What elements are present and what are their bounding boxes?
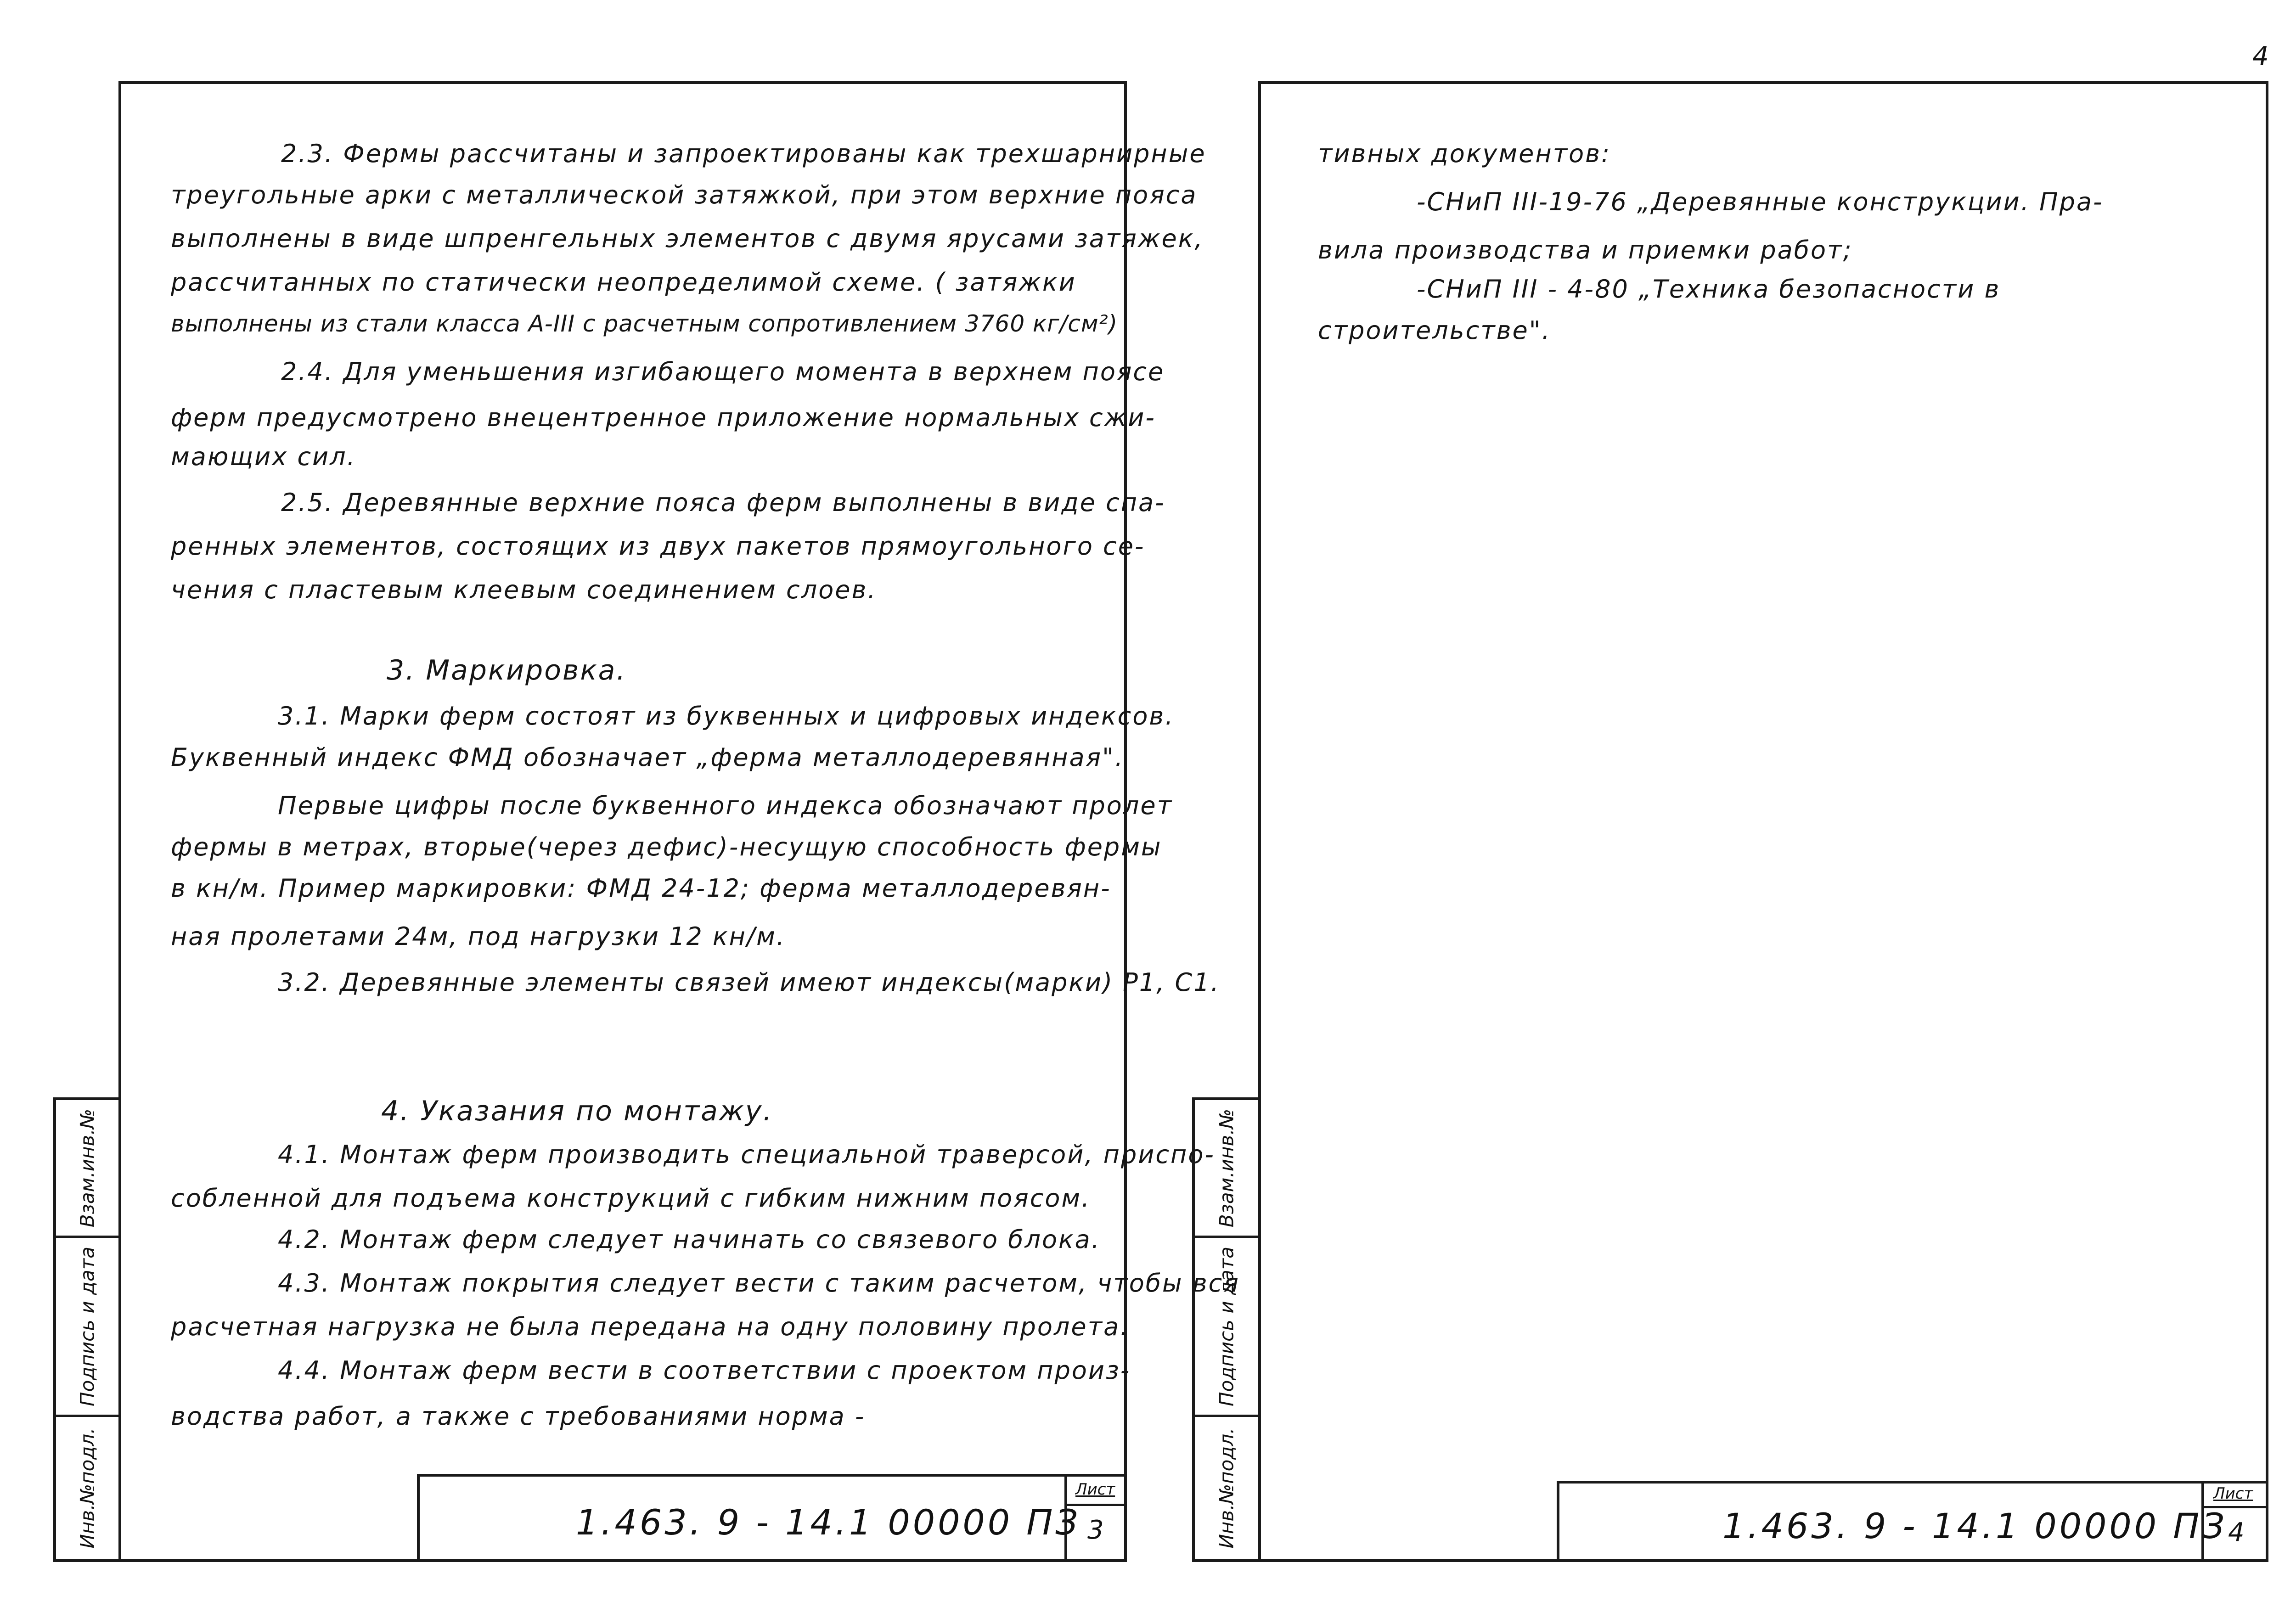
side-cell-signature — [56, 1238, 118, 1417]
document-code: 1.463. 9 - 14.1 00000 ПЗ — [576, 1502, 1081, 1543]
side-label: Подпись и дата — [1215, 1246, 1238, 1406]
page-number: 4 — [2252, 41, 2269, 71]
text-line: 4.2. Монтаж ферм следует начинать со связевого блока. — [278, 1225, 1101, 1254]
text-line: 4.3. Монтаж покрытия следует вести с таким расчетом, чтобы вся — [278, 1269, 1240, 1298]
text-line: -СНиП III - 4-80 „Техника безопасности в — [1417, 275, 2001, 303]
sheet-number: 4 — [2228, 1517, 2245, 1547]
text-line: 3.2. Деревянные элементы связей имеют индексы(марки) Р1, С1. — [278, 968, 1220, 997]
sheet-label-box — [2204, 1481, 2266, 1508]
text-line: ренных элементов, состоящих из двух пакетов прямоугольного се- — [171, 532, 1145, 561]
text-line: тивных документов: — [1318, 139, 1611, 168]
section-heading: 3. Маркировка. — [387, 654, 627, 686]
text-line: в кн/м. Пример маркировки: ФМД 24-12; ферма металлодеревян- — [171, 874, 1111, 903]
sheet-number-cell — [1064, 1474, 1124, 1562]
side-label: Инв.№подл. — [1215, 1427, 1238, 1549]
side-cell-inventory — [1195, 1417, 1258, 1559]
text-line: треугольные арки с металлической затяжкой, при этом верхние пояса — [171, 180, 1198, 209]
text-line: мающих сил. — [171, 442, 356, 471]
text-line: 2.3. Фермы рассчитаны и запроектированы как трехшарнирные — [281, 139, 1206, 168]
side-label: Подпись и дата — [76, 1246, 99, 1406]
section-heading: 4. Указания по монтажу. — [381, 1095, 773, 1127]
text-line: фермы в метрах, вторые(через дефис)-несущую способность фермы — [171, 832, 1162, 861]
left-side-column — [53, 1097, 121, 1562]
sheet-label-box — [1067, 1474, 1124, 1506]
text-line: ная пролетами 24м, под нагрузки 12 кн/м. — [171, 922, 786, 951]
side-label: Инв.№подл. — [76, 1427, 99, 1549]
text-line: чения с пластевым клеевым соединением слоев. — [171, 575, 877, 604]
document-code: 1.463. 9 - 14.1 00000 ПЗ — [1722, 1506, 2228, 1546]
sheet-label: Лист — [1075, 1480, 1115, 1499]
text-line: вила производства и приемки работ; — [1318, 236, 1853, 264]
text-line: строительстве". — [1318, 316, 1551, 345]
side-cell-inventory — [56, 1417, 118, 1559]
text-line: Буквенный индекс ФМД обозначает „ферма металлодеревянная". — [171, 743, 1125, 772]
right-title-block — [1557, 1481, 2268, 1562]
text-line: Первые цифры после буквенного индекса обозначают пролет — [278, 791, 1173, 820]
text-line: 4.4. Монтаж ферм вести в соответствии с проектом произ- — [278, 1356, 1131, 1385]
text-line: собленной для подъема конструкций с гибким нижним поясом. — [171, 1184, 1091, 1213]
text-line: -СНиП III-19-76 „Деревянные конструкции. Пра- — [1417, 187, 2104, 216]
text-line: водства работ, а также с требованиями норма - — [171, 1402, 866, 1431]
sheet-number-cell — [2201, 1481, 2266, 1562]
sheet-number: 3 — [1087, 1515, 1104, 1545]
side-label: Взам.инв.№ — [1215, 1108, 1238, 1227]
text-line: выполнены в виде шпренгельных элементов с двумя ярусами затяжек, — [171, 224, 1204, 253]
right-side-column — [1192, 1097, 1261, 1562]
text-line: выполнены из стали класса А-III с расчетным сопротивлением 3760 кг/см²) — [171, 310, 1118, 337]
text-line: 3.1. Марки ферм состоят из буквенных и цифровых индексов. — [278, 702, 1175, 731]
left-title-block — [417, 1474, 1127, 1562]
text-line: ферм предусмотрено внецентренное приложение нормальных сжи- — [171, 403, 1156, 432]
side-cell-replace — [56, 1100, 118, 1238]
side-label: Взам.инв.№ — [76, 1108, 99, 1227]
text-line: расчетная нагрузка не была передана на одну половину пролета. — [171, 1312, 1130, 1341]
sheet-label: Лист — [2213, 1484, 2253, 1503]
side-cell-signature — [1195, 1238, 1258, 1417]
side-cell-replace — [1195, 1100, 1258, 1238]
text-line: 2.4. Для уменьшения изгибающего момента в верхнем поясе — [281, 357, 1165, 386]
text-line: 2.5. Деревянные верхние пояса ферм выполнены в виде спа- — [281, 488, 1165, 517]
text-line: 4.1. Монтаж ферм производить специальной траверсой, приспо- — [278, 1140, 1215, 1169]
text-line: рассчитанных по статически неопределимой схеме. ( затяжки — [171, 268, 1076, 297]
